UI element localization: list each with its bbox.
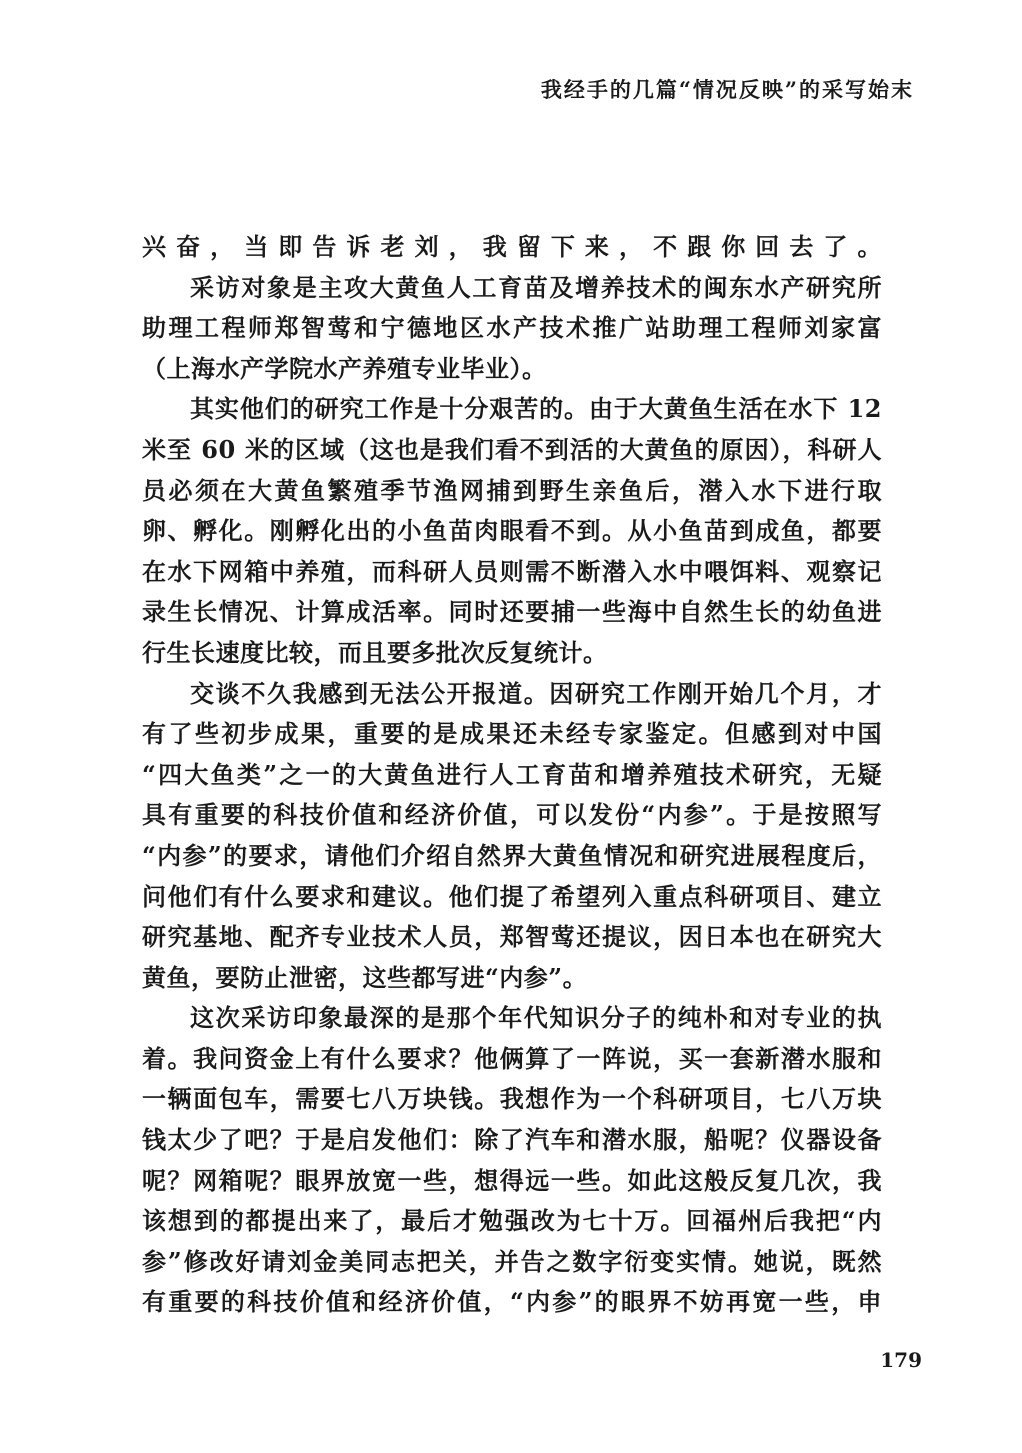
text-line: 钱太少了吧？于是启发他们：除了汽车和潜水服，船呢？仪器设备 — [142, 1125, 882, 1155]
text-line: 在水下网箱中养殖，而科研人员则需不断潜入水中喂饵料、观察记 — [142, 556, 882, 586]
text-line: 其实他们的研究工作是十分艰苦的。由于大黄鱼生活在水下 12 — [190, 394, 882, 424]
text-line: 采访对象是主攻大黄鱼人工育苗及增养技术的闽东水产研究所 — [190, 272, 882, 302]
text-line: 研究基地、配齐专业技术人员，郑智莺还提议，因日本也在研究大 — [142, 922, 882, 952]
text-line: “四大鱼类”之一的大黄鱼进行人工育苗和增养殖技术研究，无疑 — [142, 759, 882, 789]
text-line: 员必须在大黄鱼繁殖季节渔网捕到野生亲鱼后，潜入水下进行取 — [142, 475, 882, 505]
text-line: 有了些初步成果，重要的是成果还未经专家鉴定。但感到对中国 — [142, 719, 882, 749]
text-line: （上海水产学院水产养殖专业毕业）。 — [142, 353, 547, 383]
text-line: 有重要的科技价值和经济价值，“内参”的眼界不妨再宽一些，申 — [142, 1287, 882, 1317]
text-line: 米至 60 米的区域（这也是我们看不到活的大黄鱼的原因），科研人 — [142, 434, 882, 464]
text-line: 具有重要的科技价值和经济价值，可以发份“内参”。于是按照写 — [142, 800, 882, 830]
text-line: 问他们有什么要求和建议。他们提了希望列入重点科研项目、建立 — [142, 881, 882, 911]
text-line: 录生长情况、计算成活率。同时还要捕一些海中自然生长的幼鱼进 — [142, 597, 882, 627]
text-line: 交谈不久我感到无法公开报道。因研究工作刚开始几个月，才 — [190, 678, 882, 708]
running-header: 我经手的几篇“情况反映”的采写始末 — [540, 77, 914, 102]
body-text — [142, 227, 882, 1323]
text-line: 参”修改好请刘金美同志把关，并告之数字衍变实情。她说，既然 — [142, 1246, 882, 1276]
text-line: 这次采访印象最深的是那个年代知识分子的纯朴和对专业的执 — [190, 1003, 882, 1033]
text-line: 行生长速度比较，而且要多批次反复统计。 — [142, 637, 608, 667]
text-line: 助理工程师郑智莺和宁德地区水产技术推广站助理工程师刘家富 — [142, 313, 882, 343]
text-line: 兴奋，当即告诉老刘，我留下来，不跟你回去了。 — [142, 232, 882, 261]
page-number: 179 — [880, 1348, 922, 1372]
text-line: “内参”的要求，请他们介绍自然界大黄鱼情况和研究进展程度后， — [142, 840, 882, 870]
text-line: 该想到的都提出来了，最后才勉强改为七十万。回福州后我把“内 — [142, 1206, 882, 1236]
text-line: 卵、孵化。刚孵化出的小鱼苗肉眼看不到。从小鱼苗到成鱼，都要 — [142, 516, 882, 546]
text-line: 黄鱼，要防止泄密，这些都写进“内参”。 — [142, 962, 588, 992]
text-line: 一辆面包车，需要七八万块钱。我想作为一个科研项目，七八万块 — [142, 1084, 882, 1114]
text-line: 着。我问资金上有什么要求？他俩算了一阵说，买一套新潜水服和 — [142, 1043, 882, 1073]
text-line: 呢？网箱呢？眼界放宽一些，想得远一些。如此这般反复几次，我 — [142, 1165, 882, 1195]
